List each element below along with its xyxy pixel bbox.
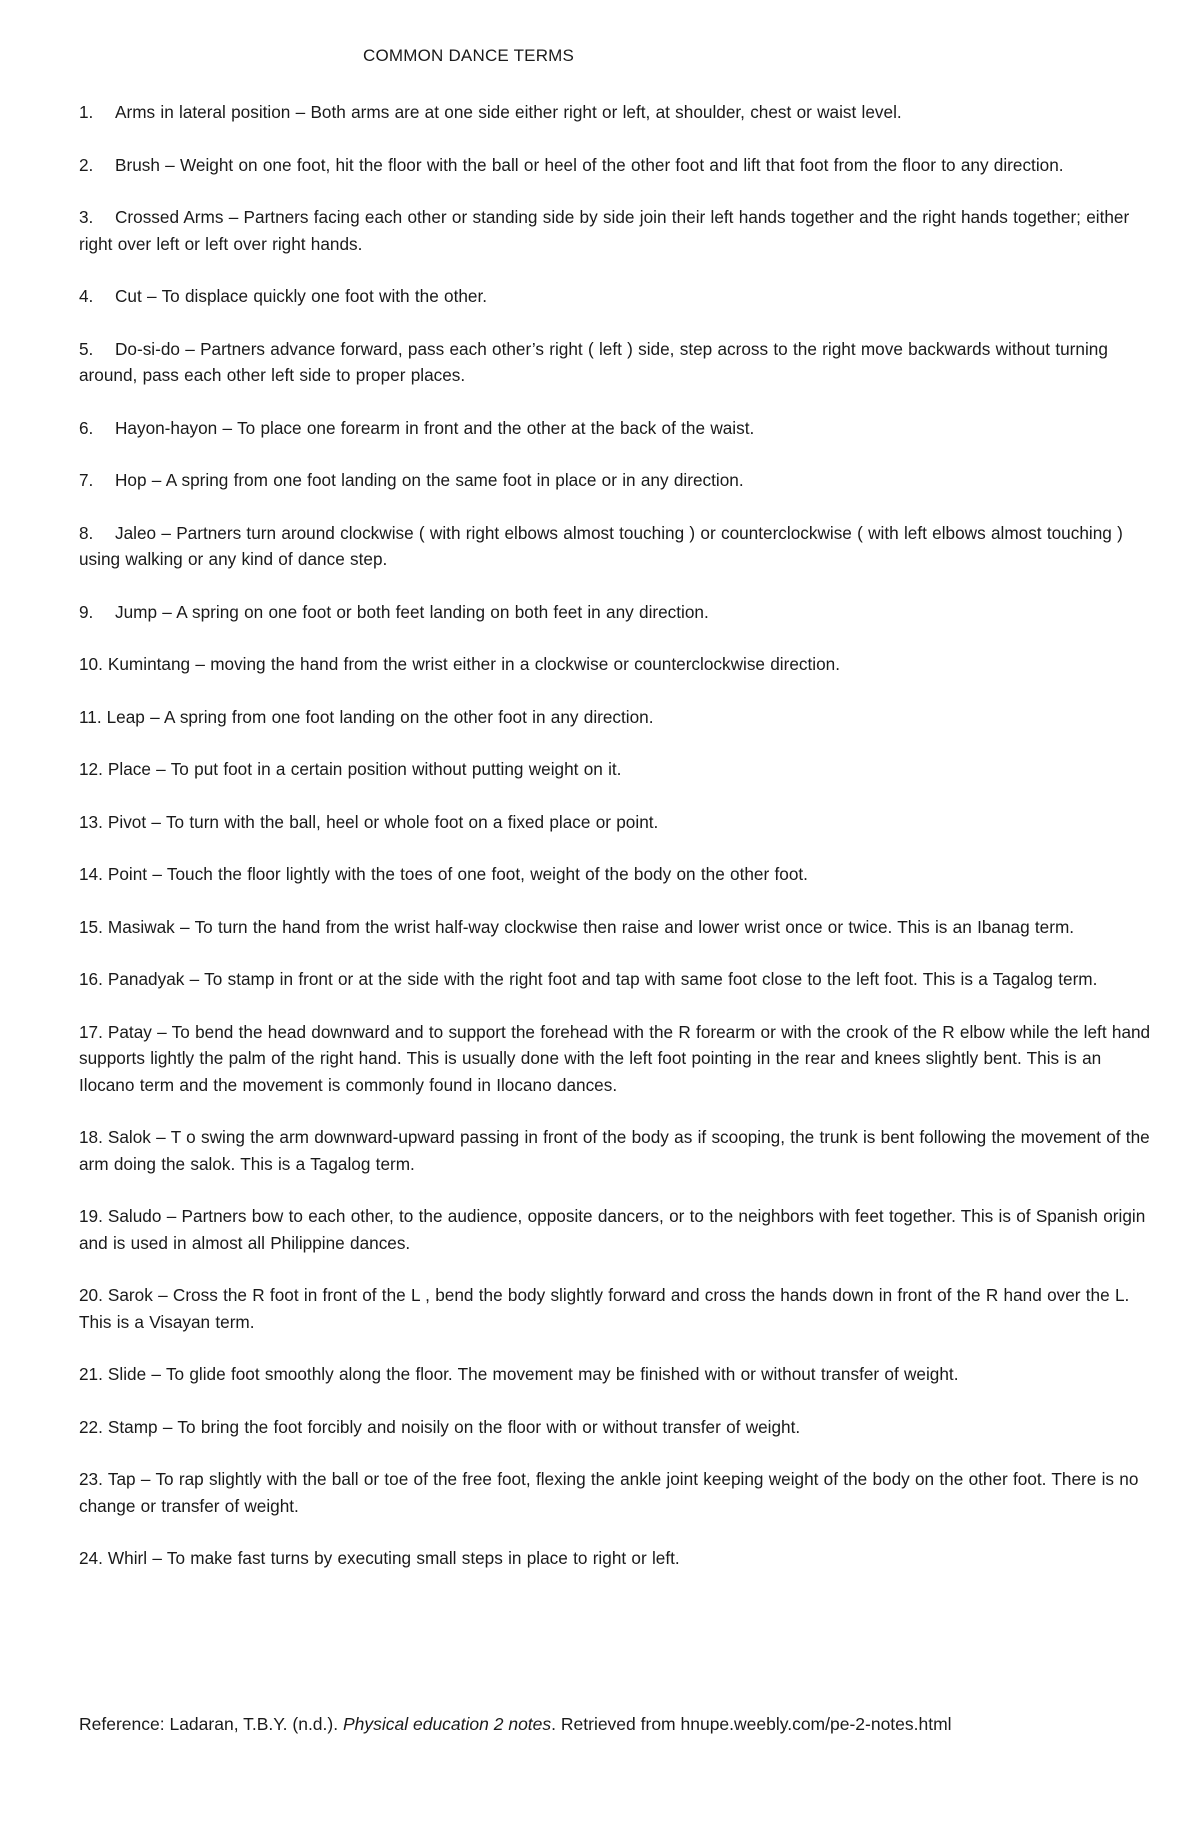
term-separator: – [157,1416,178,1437]
term-name: Kumintang [107,654,191,674]
term-number: 17. [79,1021,103,1042]
term-item [79,966,1159,993]
term-name: Tap [107,1469,136,1489]
term-item [79,520,1159,573]
term-item [79,99,1159,126]
term-item [79,861,1159,888]
term-item [79,704,1159,731]
term-item [79,1466,1159,1519]
term-separator: – [290,102,311,122]
term-definition: Partners facing each other or standing side by side join their left hands together and the right hands together; either right over left or left over right hands. [79,207,1130,254]
term-name: Hayon-hayon [115,417,218,438]
page-title: COMMON DANCE TERMS [363,46,575,65]
term-item [79,336,1159,389]
term-number: 9. [79,601,94,622]
term-name: Sarok [107,1285,153,1305]
term-separator: – [147,864,167,884]
reference-citation [79,1711,1159,1737]
term-item [79,1545,1159,1572]
term-number: 12. [79,759,103,779]
term-definition: To bend the head downward and to support the forehead with the R forearm or with the crook of the R elbow while the left hand supports lightly the palm of the right hand. This is usually done with the left foot pointing in the rear and knees slightly bent. This is an Ilocano term and the movement is commonly found in Ilocano dances. [79,1021,1151,1095]
term-number: 24. [79,1548,103,1568]
term-number: 14. [79,864,103,884]
term-separator: – [161,1206,182,1226]
term-number: 1. [79,102,94,122]
term-definition: To turn with the ball, heel or whole foot on a fixed place or point. [165,811,659,832]
term-separator: – [217,417,238,438]
term-name: Do-si-do [115,338,180,359]
term-name: Salok [107,1127,151,1147]
term-number: 10. [79,654,103,674]
term-item [79,914,1159,941]
term-name: Crossed Arms [115,207,224,227]
term-number: 20. [79,1285,103,1305]
term-definition: Partners advance forward, pass each other’s right ( left ) side, step across to the right move backwards without turning around, pass each other left side to proper places. [79,338,1108,385]
term-number: 7. [79,470,94,490]
term-number: 5. [79,338,94,359]
term-number: 2. [79,154,94,175]
term-definition: To bring the foot forcibly and noisily on the floor with or without transfer of weight. [177,1416,801,1437]
term-definition: A spring on one foot or both feet landing on both feet in any direction. [176,601,709,622]
term-separator: – [190,654,211,674]
term-definition: To stamp in front or at the side with the right foot and tap with same foot close to the left foot. This is a Tagalog term. [204,969,1098,989]
term-separator: – [174,916,195,937]
term-name: Stamp [107,1416,158,1437]
term-name: Brush [115,154,160,175]
term-definition: Partners bow to each other, to the audience, opposite dancers, or to the neighbors with feet together. This is of Spanish origin and is used in almost all Philippine dances. [79,1206,1146,1253]
term-item [79,1414,1159,1441]
term-definition: To place one forearm in front and the other at the back of the waist. [237,417,755,438]
term-name: Slide [107,1364,147,1384]
term-number: 21. [79,1364,103,1384]
term-list [79,99,1159,1598]
term-item [79,1019,1159,1099]
term-item [79,1361,1159,1388]
term-separator: – [147,1548,167,1568]
term-definition: To glide foot smoothly along the floor. The movement may be finished with or without transfer of weight. [165,1364,959,1384]
term-separator: – [146,1364,166,1384]
term-item [79,283,1159,310]
term-item [79,415,1159,442]
term-number: 22. [79,1416,103,1437]
term-number: 8. [79,522,94,543]
term-name: Masiwak [107,916,175,937]
term-definition: To rap slightly with the ball or toe of the free foot, flexing the ankle joint keeping weight of the body on the other foot. There is no change or transfer of weight. [79,1469,1139,1516]
term-definition: Partners turn around clockwise ( with right elbows almost touching ) or counterclockwise ( with left elbows almost touching ) using walking or any kind of dance step. [79,522,1123,569]
term-separator: – [144,706,165,727]
term-name: Patay [107,1021,152,1042]
term-definition: To make fast turns by executing small steps in place to right or left. [166,1548,680,1568]
term-number: 19. [79,1206,103,1226]
term-name: Whirl [107,1548,148,1568]
term-separator: – [223,207,244,227]
term-item [79,1203,1159,1256]
term-number: 13. [79,811,103,832]
term-separator: – [151,1021,172,1042]
term-separator: – [159,154,181,175]
term-name: Hop [115,470,147,490]
term-item [79,204,1159,257]
term-separator: – [146,811,166,832]
term-definition: Weight on one foot, hit the floor with the ball or heel of the other foot and lift that foot from the floor to any direction. [180,154,1064,175]
term-name: Place [107,759,151,779]
term-definition: A spring from one foot landing on the same foot in place or in any direction. [165,470,744,490]
term-name: Pivot [107,811,147,832]
term-definition: To turn the hand from the wrist half-way clockwise then raise and lower wrist once or twice. This is an Ibanag term. [194,916,1075,937]
term-separator: – [184,969,205,989]
term-definition: Both arms are at one side either right or left, at shoulder, chest or waist level. [310,102,902,122]
term-name: Panadyak [107,969,185,989]
term-item [79,1124,1159,1177]
term-item [79,651,1159,678]
reference-suffix: . Retrieved from hnupe.weebly.com/pe-2-notes.html [551,1714,952,1734]
term-separator: – [157,601,177,622]
term-item [79,756,1159,783]
reference-prefix: Reference: Ladaran, T.B.Y. (n.d.). [79,1714,343,1734]
term-number: 11. [79,706,102,727]
term-separator: – [150,759,171,779]
term-name: Arms in lateral position [115,102,291,122]
term-definition: A spring from one foot landing on the other foot in any direction. [164,706,654,727]
term-definition: To displace quickly one foot with the other. [161,286,488,306]
term-separator: – [141,286,162,306]
term-number: 16. [79,969,103,989]
term-name: Leap [106,706,145,727]
term-name: Cut [115,286,142,306]
term-definition: T o swing the arm downward-upward passing in front of the body as if scooping, the trunk is bent following the movement of the arm doing the salok. This is a Tagalog term. [79,1127,1150,1174]
term-separator: – [152,1285,173,1305]
term-number: 6. [79,417,94,438]
term-item [79,467,1159,494]
term-name: Jaleo [115,522,157,543]
term-definition: To put foot in a certain position without putting weight on it. [170,759,622,779]
term-separator: – [150,1127,171,1147]
term-number: 23. [79,1469,103,1489]
term-separator: – [135,1469,156,1489]
term-item [79,809,1159,836]
term-definition: moving the hand from the wrist either in a clockwise or counterclockwise direction. [210,654,840,674]
term-item [79,1282,1159,1335]
reference-title: Physical education 2 notes [342,1714,552,1734]
term-name: Jump [115,601,158,622]
term-separator: – [146,470,166,490]
term-separator: – [179,338,201,359]
term-number: 18. [79,1127,103,1147]
term-number: 4. [79,286,94,306]
term-number: 15. [79,916,103,937]
term-name: Point [107,864,148,884]
term-definition: Touch the floor lightly with the toes of one foot, weight of the body on the other foot. [166,864,808,884]
term-name: Saludo [107,1206,162,1226]
term-item [79,599,1159,626]
term-item [79,152,1159,179]
term-definition: Cross the R foot in front of the L , bend the body slightly forward and cross the hands down in front of the R hand over the L. This is a Visayan term. [79,1285,1130,1332]
term-number: 3. [79,207,94,227]
term-separator: – [156,522,177,543]
